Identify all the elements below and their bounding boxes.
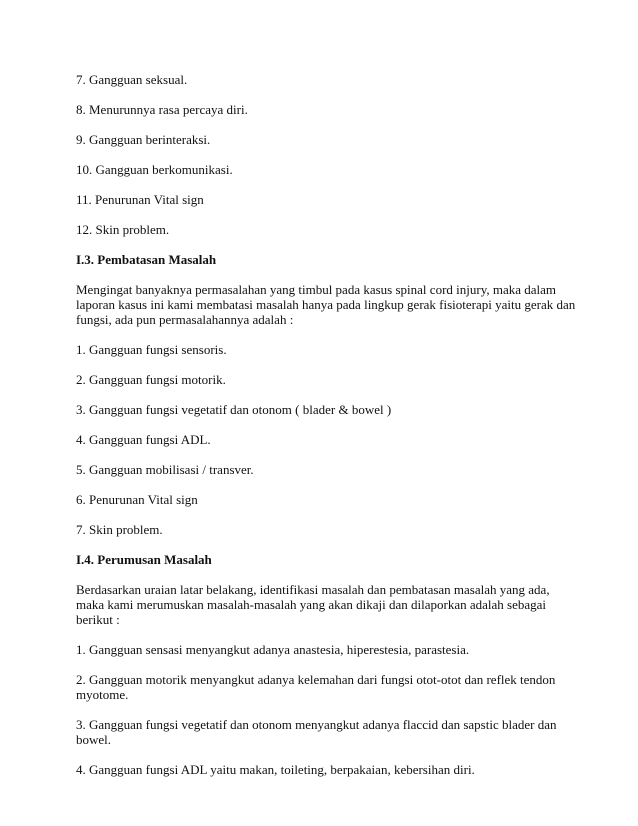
list-item: 4. Gangguan fungsi ADL yaitu makan, toileting, berpakaian, kebersihan diri. <box>76 762 475 777</box>
list-item: 3. Gangguan fungsi vegetatif dan otonom menyangkut adanya flaccid dan sapstic blader dan bowel. <box>76 717 557 747</box>
document-page <box>76 72 576 792</box>
section-heading-perumusan: I.4. Perumusan Masalah <box>76 552 212 567</box>
list-item: 2. Gangguan fungsi motorik. <box>76 372 226 387</box>
list-item: 1. Gangguan sensasi menyangkut adanya anastesia, hiperestesia, parastesia. <box>76 642 470 657</box>
list-item: 8. Menurunnya rasa percaya diri. <box>76 102 248 117</box>
list-item: 9. Gangguan berinteraksi. <box>76 132 211 147</box>
list-item: 4. Gangguan fungsi ADL. <box>76 432 211 447</box>
list-item: 10. Gangguan berkomunikasi. <box>76 162 233 177</box>
list-item: 12. Skin problem. <box>76 222 170 237</box>
list-item: 5. Gangguan mobilisasi / transver. <box>76 462 254 477</box>
list-item: 7. Gangguan seksual. <box>76 72 188 87</box>
list-item: 7. Skin problem. <box>76 522 163 537</box>
list-item: 1. Gangguan fungsi sensoris. <box>76 342 227 357</box>
list-item: 11. Penurunan Vital sign <box>76 192 204 207</box>
list-item: 3. Gangguan fungsi vegetatif dan otonom ( blader & bowel ) <box>76 402 392 417</box>
section-intro-perumusan: Berdasarkan uraian latar belakang, identifikasi masalah dan pembatasan masalah yang ada, maka kami merumuskan masalah-masalah yang akan dikaji dan dilaporkan adalah sebagai berikut : <box>76 582 550 627</box>
section-intro-pembatasan: Mengingat banyaknya permasalahan yang timbul pada kasus spinal cord injury, maka dalam laporan kasus ini kami membatasi masalah hanya pada lingkup gerak fisioterapi yaitu gerak dan fungsi, ada pun permasalahannya adalah : <box>76 282 576 327</box>
list-item: 6. Penurunan Vital sign <box>76 492 198 507</box>
section-heading-pembatasan: I.3. Pembatasan Masalah <box>76 252 217 267</box>
list-item: 2. Gangguan motorik menyangkut adanya kelemahan dari fungsi otot-otot dan reflek tendon myotome. <box>76 672 556 702</box>
